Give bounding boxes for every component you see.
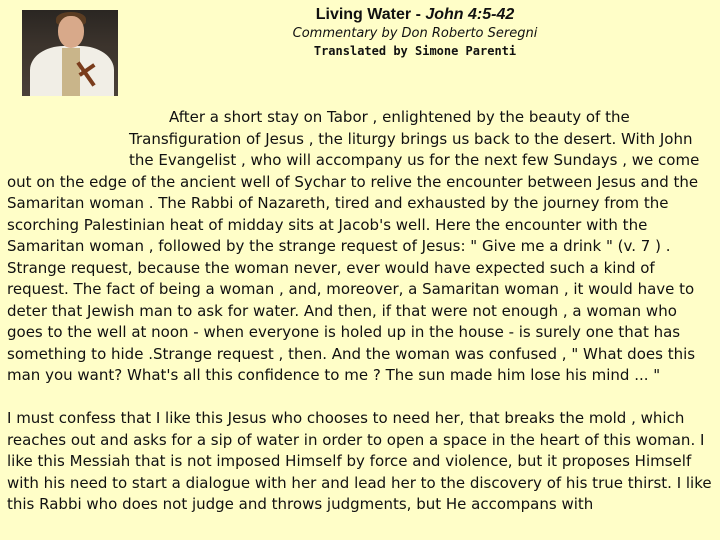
page-title [135,5,695,25]
body-paragraph-2: I must confess that I like this Jesus who chooses to need her, that breaks the mold , which reaches out and asks for a sip of water in order to open a space in the heart of this woman. I like this Messiah that is not imposed Himself by force and violence, but it proposes Himself with his need to start a dialogue with her and lead her to the discovery of his true thirst. I like this Rabbi who does not judge and throws judgments, but He accompans with [7,409,712,513]
translation-credit: Translated by Simone Parenti [313,44,517,58]
title-main: Living Water - [315,6,426,23]
body-paragraph-1: After a short stay on Tabor , enlightened by the beauty of the Transfiguration of Jesus , the liturgy brings us back to the desert. With John the Evangelist , who will accompany us for the next few Sundays , we come out on the edge of the ancient well of Sychar to relive the encounter between Jesus and the Samaritan woman . The Rabbi of Nazareth, tired and exhausted by the journey from the scorching Palestinian heat of midday sits at Jacob's well. Here the encounter with the Samaritan woman , followed by the strange request of Jesus: " Give me a drink " (v. 7 ) . Strange request, because the woman never, ever would have expected such a kind of request. The fact of being a woman , and, moreover, a Samaritan woman , it would have to deter that Jewish man to ask for water. And then, if that were not enough , a woman who goes to the well at noon - when everyone is holed up in the house - is surely one that has something to hide .Strange request , then. And the woman was confused , " What does this man you want? What's all this confidence to me ? The sun made him lose his mind ... " [7,108,700,384]
document-header [140,5,700,59]
commentary-credit: Commentary by Don Roberto Seregni [292,26,538,41]
commentary-body [7,64,713,516]
title-reference: John 4:5-42 [425,6,515,23]
